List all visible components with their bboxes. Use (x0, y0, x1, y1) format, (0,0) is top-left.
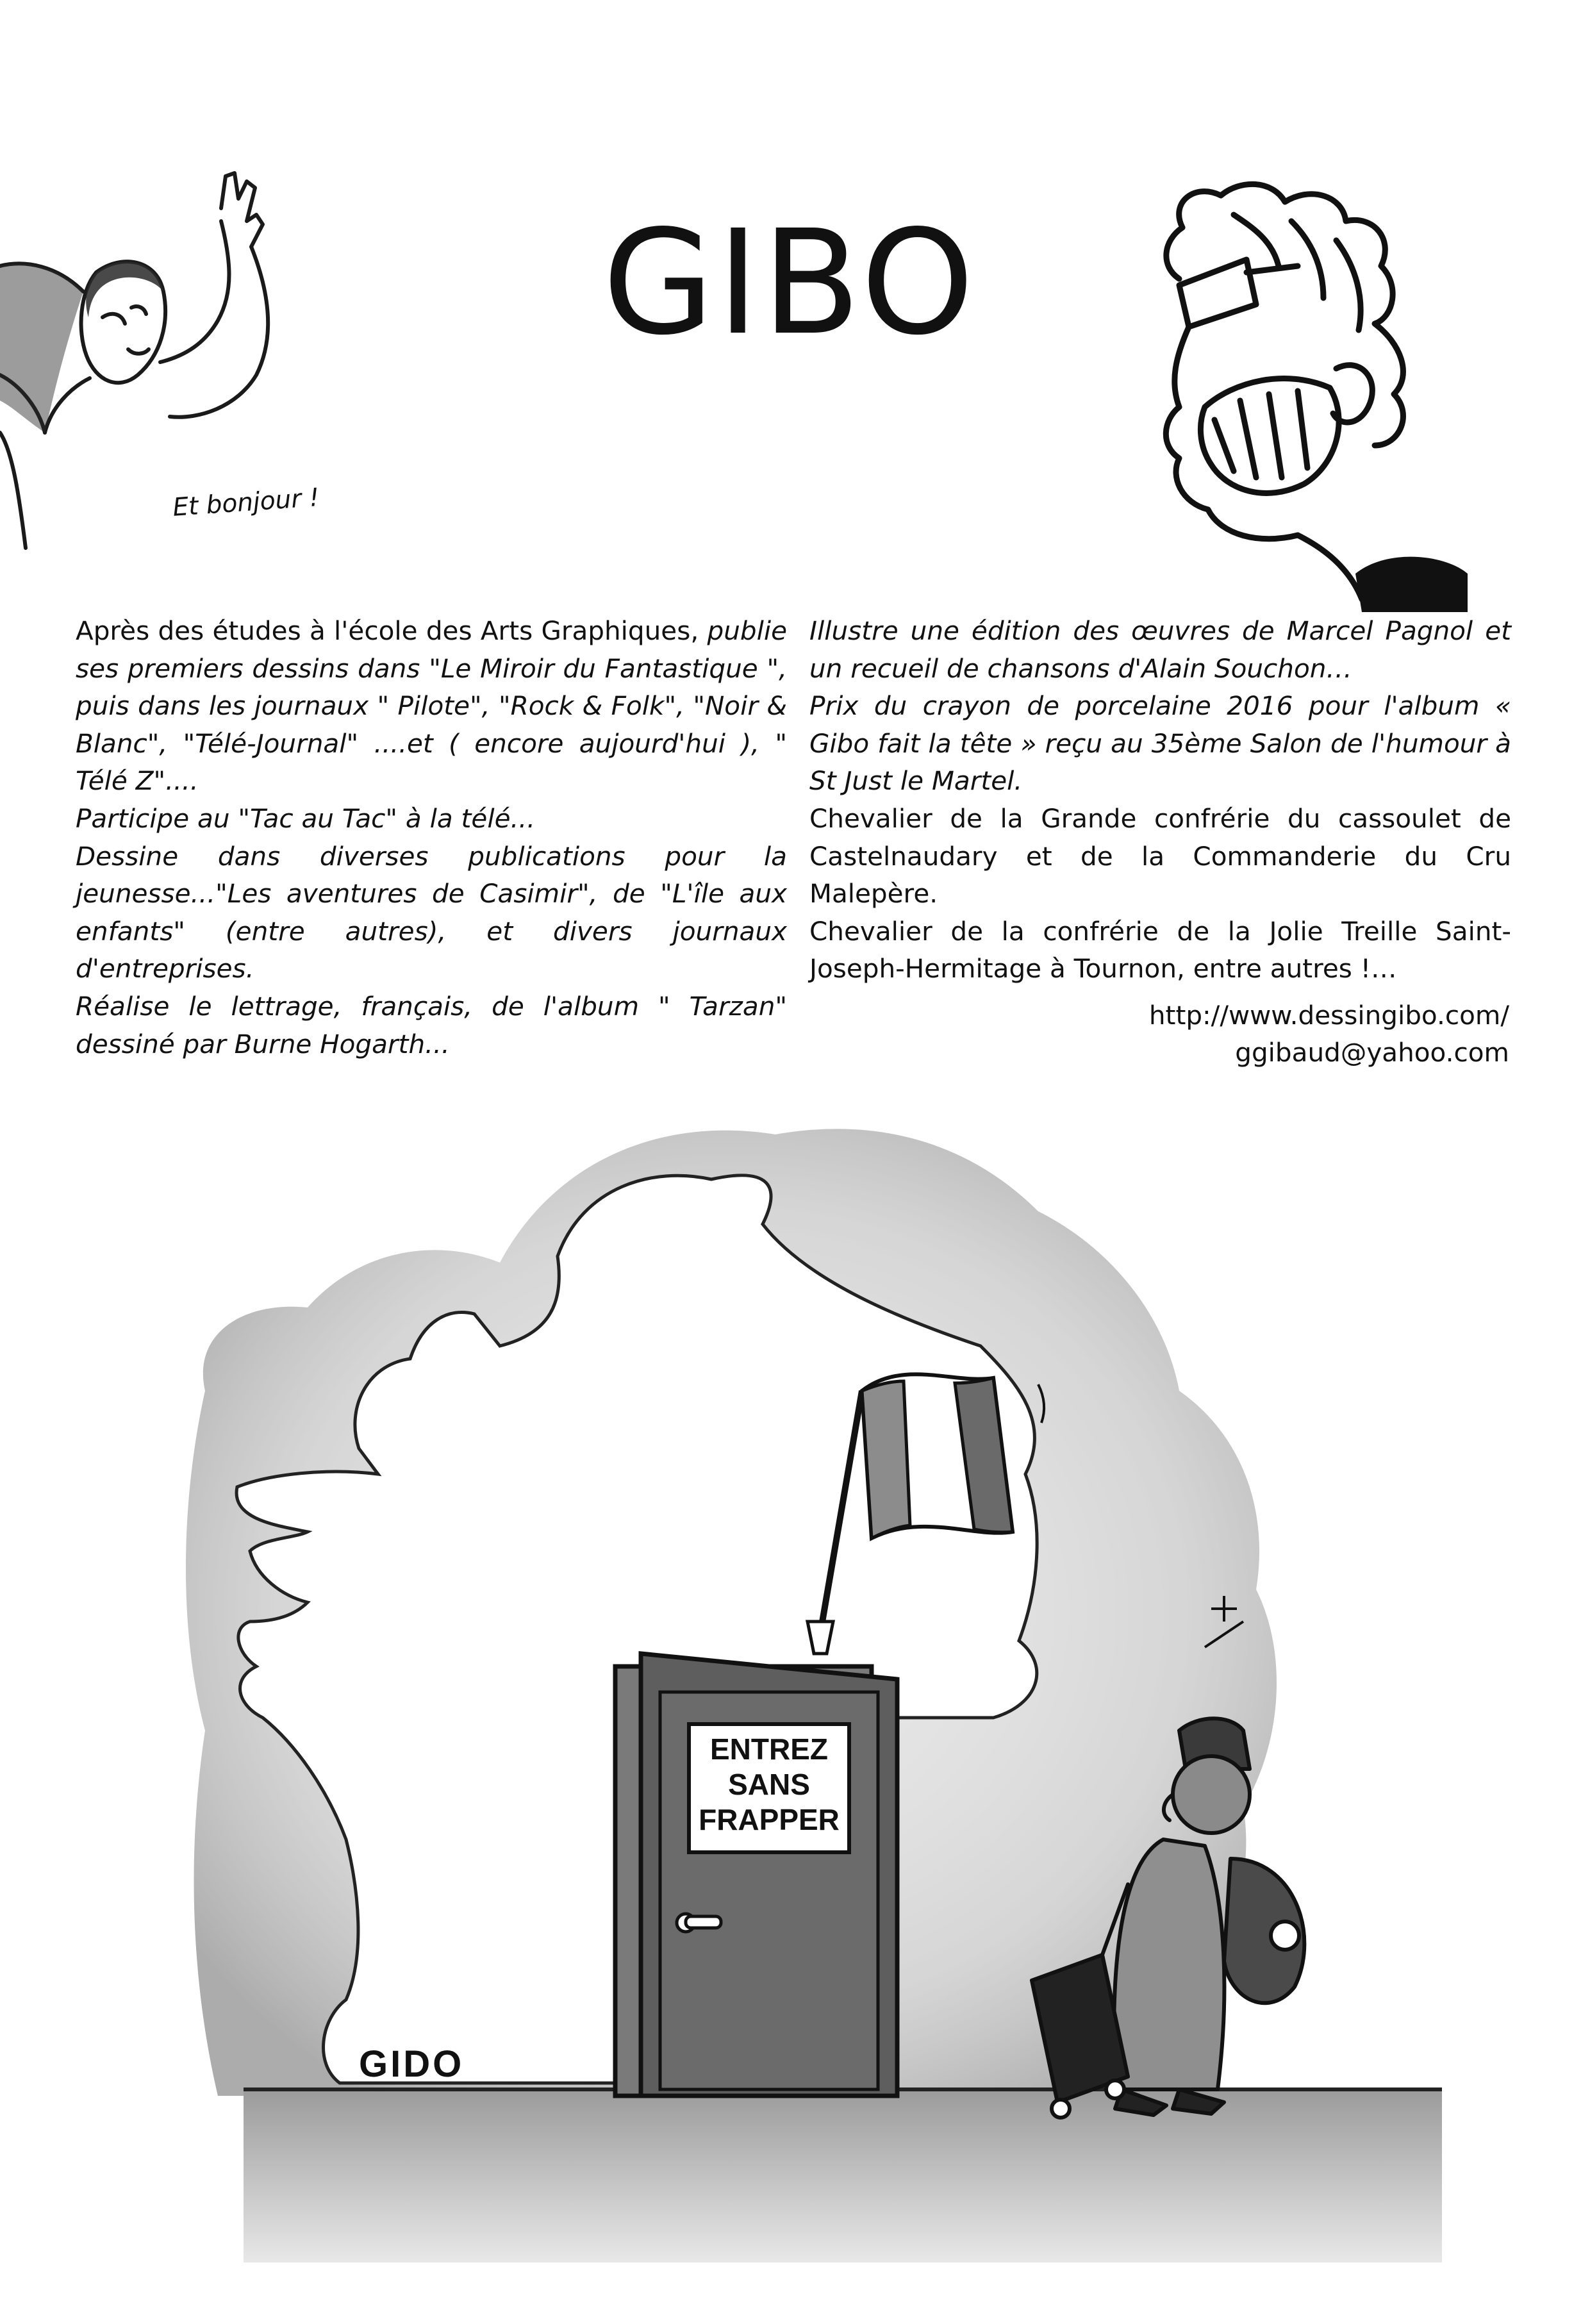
contact-block (1089, 997, 1509, 1071)
bio-left-column (76, 612, 787, 1063)
bio-left-p1-normal: Après des études à l'école des Arts Graphiques, (76, 615, 708, 646)
website-link[interactable]: http://www.dessingibo.com/ (1148, 1000, 1509, 1031)
bio-left-paragraph-2: Participe au "Tac au Tac" à la télé... (76, 802, 536, 834)
bio-right-paragraph-2: Prix du crayon de porcelaine 2016 pour l'album « Gibo fait la tête » reçu au 35ème Salon de l'humour à St Just le Martel. (809, 690, 1511, 797)
bio-right-paragraph-1: Illustre une édition des œuvres de Marcel Pagnol et un recueil de chansons d'Alain Souchon… (809, 615, 1511, 684)
bio-left-paragraph-1 (76, 612, 787, 800)
laughing-man-caricature (1144, 176, 1503, 612)
signature: GIDO (359, 2043, 465, 2085)
door-sign-line-1: ENTREZ (710, 1732, 828, 1766)
bio-right-column (809, 612, 1511, 988)
bio-left-paragraph-4: Réalise le lettrage, français, de l'album " Tarzan" dessiné par Burne Hogarth... (76, 990, 787, 1059)
door-sign-line-3: FRAPPER (699, 1803, 840, 1836)
bio-left-paragraph-3: Dessine dans diverses publications pour la jeunesse..."Les aventures de Casimir", de "L'île aux enfants" (entre autres), et divers journaux d'entreprises. (76, 840, 787, 984)
page-title: GIBO (602, 199, 977, 367)
bio-right-paragraph-3: Chevalier de la Grande confrérie du cassoulet de Castelnaudary et de la Commanderie du Cru Malepère. (809, 802, 1511, 909)
bio-right-paragraph-4: Chevalier de la confrérie de la Jolie Treille Saint-Joseph-Hermitage à Tournon, entre autres !… (809, 915, 1511, 984)
email-link[interactable]: ggibaud@yahoo.com (1235, 1037, 1509, 1068)
bio-left-p1-italic: publie ses premiers dessins dans "Le Miroir du Fantastique ", puis dans les journaux " Pilote", "Rock & Folk", "Noir & Blanc", "Télé-Journal" ....et ( encore aujourd'hui ), " Télé Z".... (76, 615, 787, 797)
france-door-cartoon (167, 1090, 1448, 2262)
caption: Et bonjour ! (172, 483, 320, 522)
door-sign-line-2: SANS (728, 1768, 810, 1801)
